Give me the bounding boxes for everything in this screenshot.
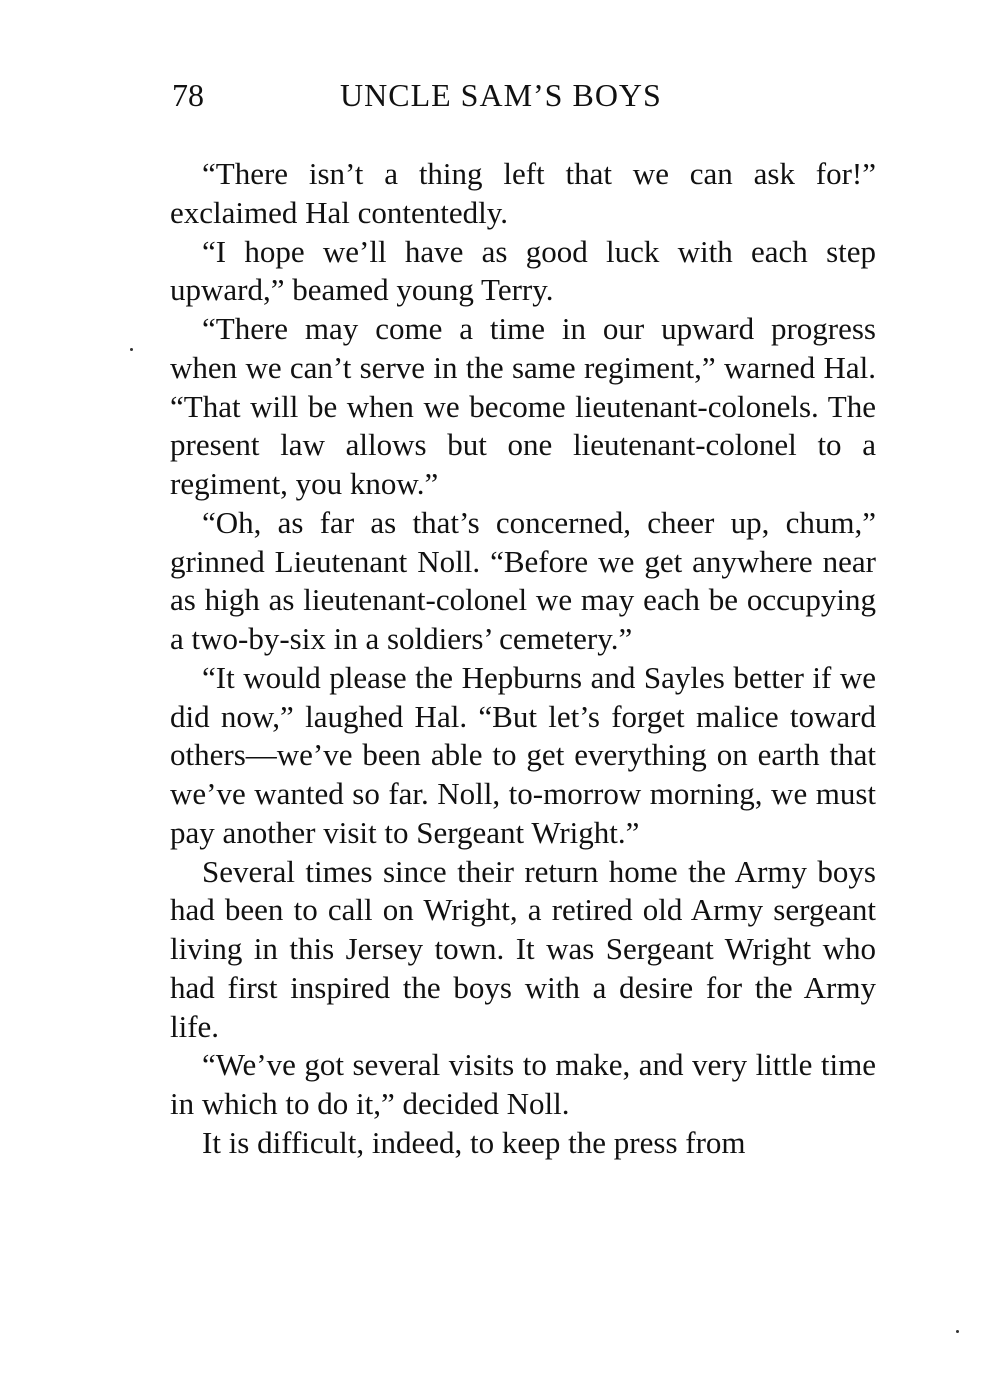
- paragraph: “It would please the Hepburns and Sayles better if we did now,” laughed Hal. “But let’s forget malice toward others—we’ve been able to get everything on earth that we’ve wanted so far. Noll, to-morrow morning, we must pay another visit to Sergeant Wright.”: [170, 659, 876, 850]
- paragraph: “Oh, as far as that’s concerned, cheer up, chum,” grinned Lieutenant Noll. “Before we get anywhere near as high as lieutenant-colonel we may each be occupying a two-by-six in a soldiers’ cemetery.”: [170, 504, 876, 656]
- paragraph: “We’ve got several visits to make, and very little time in which to do it,” decided Noll.: [170, 1047, 876, 1121]
- scan-speck: [956, 1330, 959, 1333]
- paragraph: “There isn’t a thing left that we can ask for!” exclaimed Hal contentedly.: [170, 156, 876, 230]
- page-header: [172, 70, 872, 120]
- paragraph-last: It is difficult, indeed, to keep the press from: [202, 1124, 746, 1160]
- paragraph: “There may come a time in our upward progress when we can’t serve in the same regiment,” warned Hal. “That will be when we become lieutenant-colonels. The present law allows but one lieutenant-colonel to a regiment, you know.”: [170, 311, 876, 501]
- page-number: 78: [172, 77, 204, 113]
- running-head: UNCLE SAM’S BOYS: [340, 77, 662, 113]
- paragraph: “I hope we’ll have as good luck with each step upward,” beamed young Terry.: [170, 233, 876, 308]
- scan-speck: [130, 348, 133, 351]
- body-text: [170, 155, 876, 1163]
- paragraph: Several times since their return home the Army boys had been to call on Wright, a retired old Army sergeant living in this Jersey town. It was Sergeant Wright who had first inspired the boys with a desire for the Army life.: [170, 853, 876, 1044]
